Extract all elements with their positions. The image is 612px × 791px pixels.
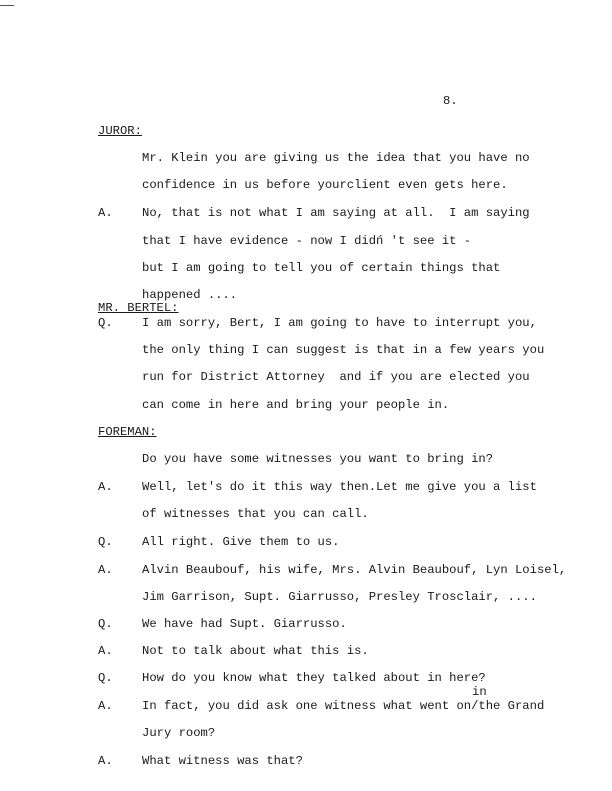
transcript-line: All right. Give them to us. — [142, 535, 340, 549]
question-label: Q. — [98, 316, 113, 330]
transcript-line: happened .... — [142, 288, 238, 302]
transcript-line: but I am going to tell you of certain things that — [142, 261, 501, 275]
question-label: Q. — [98, 617, 113, 631]
transcript-line: confidence in us before yourclient even gets here. — [142, 178, 508, 192]
transcript-line: Well, let's do it this way then.Let me give you a list — [142, 480, 537, 494]
transcript-line: Alvin Beaubouf, his wife, Mrs. Alvin Beaubouf, Lyn Loisel, — [142, 563, 567, 577]
answer-label: A. — [98, 644, 113, 658]
transcript-line: Not to talk about what this is. — [142, 644, 369, 658]
transcript-line: Jury room? — [142, 726, 216, 740]
transcript-line: the only thing I can suggest is that in a few years you — [142, 343, 545, 357]
answer-label: A. — [98, 480, 113, 494]
answer-label: A. — [98, 699, 113, 713]
edge-mark — [0, 5, 14, 6]
transcript-line: In fact, you did ask one witness what went on/the Grand — [142, 699, 545, 713]
page-number: 8. — [443, 94, 458, 108]
transcript-line: I am sorry, Bert, I am going to have to interrupt you, — [142, 316, 537, 330]
transcript-line: run for District Attorney and if you are elected you — [142, 370, 530, 384]
transcript-line: can come in here and bring your people in. — [142, 398, 450, 412]
handwritten-insert: in — [472, 685, 487, 699]
question-label: Q. — [98, 671, 113, 685]
transcript-line: We have had Supt. Giarrusso. — [142, 617, 347, 631]
speaker-mr-bertel: MR. BERTEL: — [98, 301, 179, 315]
transcript-line: Jim Garrison, Supt. Giarrusso, Presley Trosclair, .... — [142, 590, 537, 604]
question-label: Q. — [98, 535, 113, 549]
speaker-foreman: FOREMAN: — [98, 425, 157, 439]
transcript-line: of witnesses that you can call. — [142, 507, 369, 521]
answer-label: A. — [98, 754, 113, 768]
transcript-line: Mr. Klein you are giving us the idea that you have no — [142, 151, 530, 165]
answer-label: A. — [98, 563, 113, 577]
transcript-line: How do you know what they talked about in here? — [142, 671, 486, 685]
transcript-line: No, that is not what I am saying at all. I am saying — [142, 206, 530, 220]
transcript-line: that I have evidence - now I didń 't see it - — [142, 234, 472, 248]
transcript-line: What witness was that? — [142, 754, 303, 768]
transcript-line: Do you have some witnesses you want to bring in? — [142, 452, 494, 466]
answer-label: A. — [98, 206, 113, 220]
speaker-juror: JUROR: — [98, 124, 142, 138]
